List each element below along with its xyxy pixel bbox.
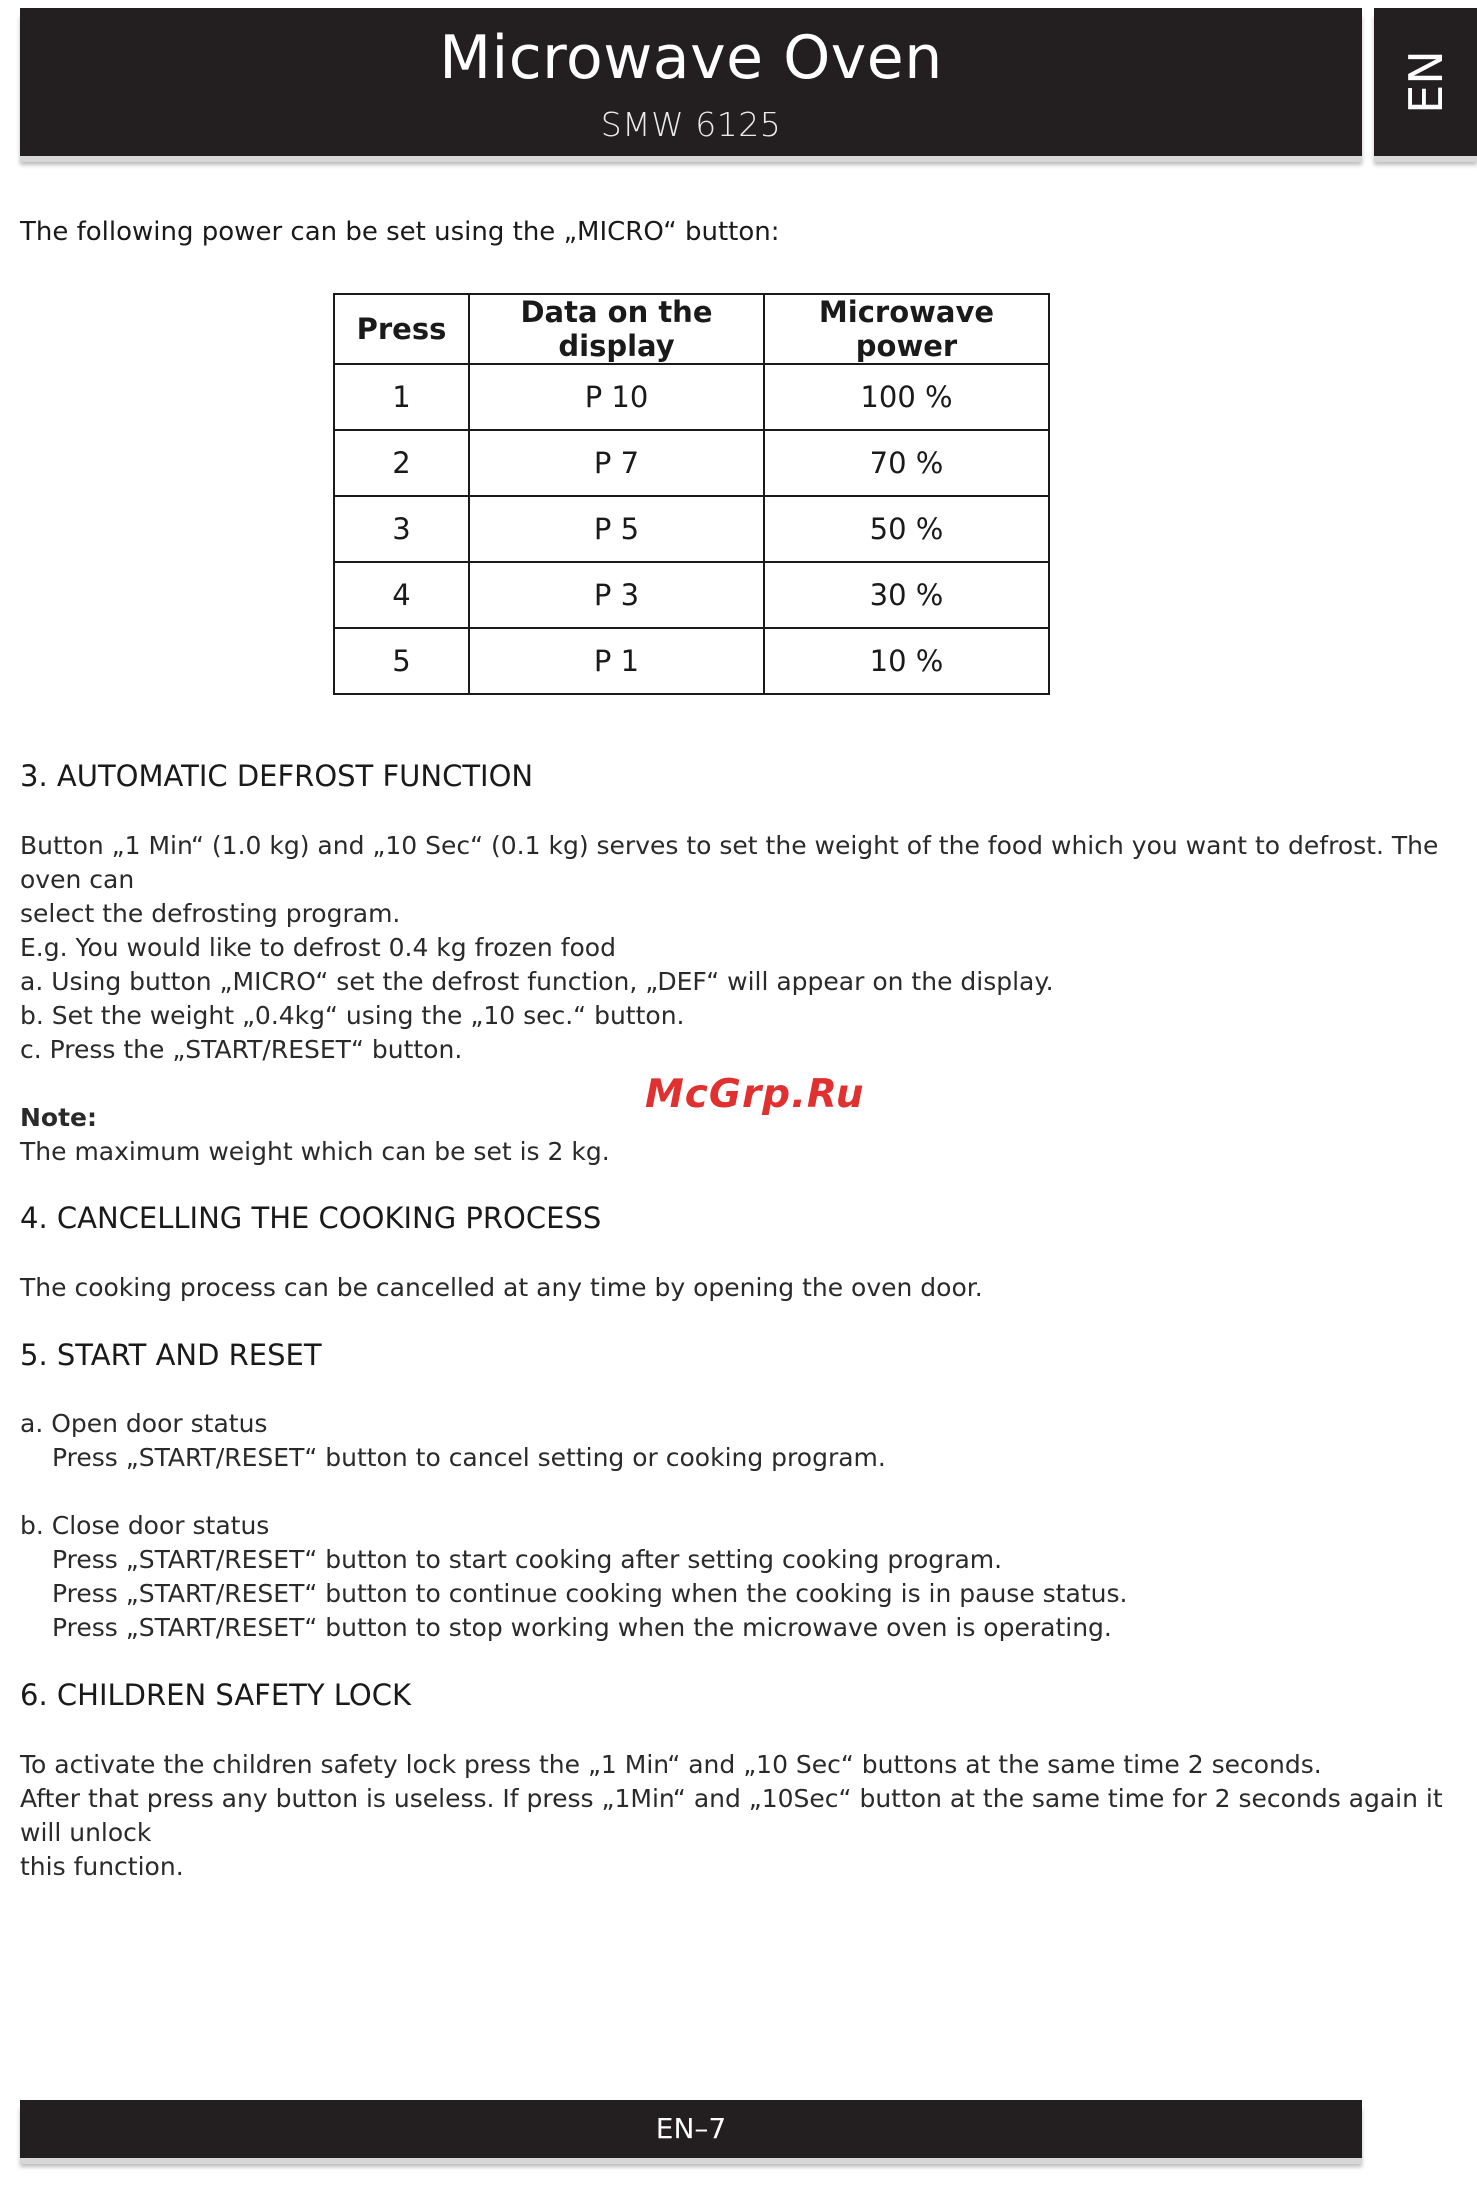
- page-header: [20, 8, 1362, 156]
- language-label: EN: [1398, 50, 1453, 114]
- open-door-title: a. Open door status: [20, 1409, 268, 1438]
- close-door-block: [20, 1509, 1127, 1645]
- table-row: [334, 628, 1049, 694]
- table-row: [334, 496, 1049, 562]
- close-door-title: b. Close door status: [20, 1511, 270, 1540]
- section-3-body: [20, 829, 1477, 931]
- close-door-line2: Press „START/RESET“ button to continue cooking when the cooking is in pause status.: [52, 1579, 1128, 1608]
- defrost-example: [20, 931, 1054, 1067]
- close-door-line3: Press „START/RESET“ button to stop working when the microwave oven is operating.: [52, 1613, 1112, 1642]
- cell-power: 70 %: [764, 430, 1049, 496]
- page-number: EN–7: [655, 2112, 727, 2145]
- cell-press: 5: [334, 628, 469, 694]
- open-door-text: Press „START/RESET“ button to cancel setting or cooking program.: [52, 1443, 886, 1472]
- cell-power: 30 %: [764, 562, 1049, 628]
- cell-display: P 7: [469, 430, 764, 496]
- section-5-heading: 5. START AND RESET: [20, 1338, 322, 1372]
- table-row: [334, 364, 1049, 430]
- defrost-desc-line1: Button „1 Min“ (1.0 kg) and „10 Sec“ (0.1 kg) serves to set the weight of the food which you want to defrost. The oven can: [20, 831, 1439, 894]
- section-6-body: [20, 1748, 1477, 1884]
- cell-power: 10 %: [764, 628, 1049, 694]
- cell-display: P 1: [469, 628, 764, 694]
- step-a: a. Using button „MICRO“ set the defrost function, „DEF“ will appear on the display.: [20, 967, 1054, 996]
- document-title: Microwave Oven: [439, 23, 943, 93]
- section-4-heading: 4. CANCELLING THE COOKING PROCESS: [20, 1201, 602, 1235]
- cell-display: P 5: [469, 496, 764, 562]
- section-6-heading: 6. CHILDREN SAFETY LOCK: [20, 1678, 412, 1712]
- safety-line2: After that press any button is useless. If press „1Min“ and „10Sec“ button at the same time for 2 seconds again it will unlock: [20, 1784, 1443, 1847]
- intro-text: The following power can be set using the „MICRO“ button:: [20, 217, 780, 247]
- header-display: Data on the display: [469, 294, 764, 364]
- page-footer: [20, 2100, 1362, 2158]
- cell-power: 50 %: [764, 496, 1049, 562]
- defrost-desc-line2: select the defrosting program.: [20, 899, 401, 928]
- open-door-block: [20, 1407, 886, 1475]
- step-b: b. Set the weight „0.4kg“ using the „10 sec.“ button.: [20, 1001, 685, 1030]
- watermark: McGrp.Ru: [645, 1072, 865, 1117]
- safety-line1: To activate the children safety lock press the „1 Min“ and „10 Sec“ buttons at the same time 2 seconds.: [20, 1750, 1322, 1779]
- cell-display: P 10: [469, 364, 764, 430]
- header-press: Press: [334, 294, 469, 364]
- cell-press: 4: [334, 562, 469, 628]
- table-row: [334, 562, 1049, 628]
- cell-press: 3: [334, 496, 469, 562]
- table-row: [334, 430, 1049, 496]
- step-c: c. Press the „START/RESET“ button.: [20, 1035, 463, 1064]
- model-number: SMW 6125: [600, 105, 782, 144]
- power-table: [333, 293, 1050, 695]
- cell-press: 2: [334, 430, 469, 496]
- section-3-heading: 3. AUTOMATIC DEFROST FUNCTION: [20, 759, 534, 793]
- header-power: Microwave power: [764, 294, 1049, 364]
- note-label: Note:: [20, 1103, 98, 1132]
- note-text: The maximum weight which can be set is 2 kg.: [20, 1137, 610, 1166]
- note-block: [20, 1101, 610, 1169]
- safety-line3: this function.: [20, 1852, 184, 1881]
- cell-press: 1: [334, 364, 469, 430]
- cell-power: 100 %: [764, 364, 1049, 430]
- section-4-text: The cooking process can be cancelled at any time by opening the oven door.: [20, 1273, 983, 1302]
- cell-display: P 3: [469, 562, 764, 628]
- example-line: E.g. You would like to defrost 0.4 kg frozen food: [20, 933, 616, 962]
- language-tab: [1374, 8, 1477, 156]
- table-header-row: [334, 294, 1049, 364]
- close-door-line1: Press „START/RESET“ button to start cooking after setting cooking program.: [52, 1545, 1003, 1574]
